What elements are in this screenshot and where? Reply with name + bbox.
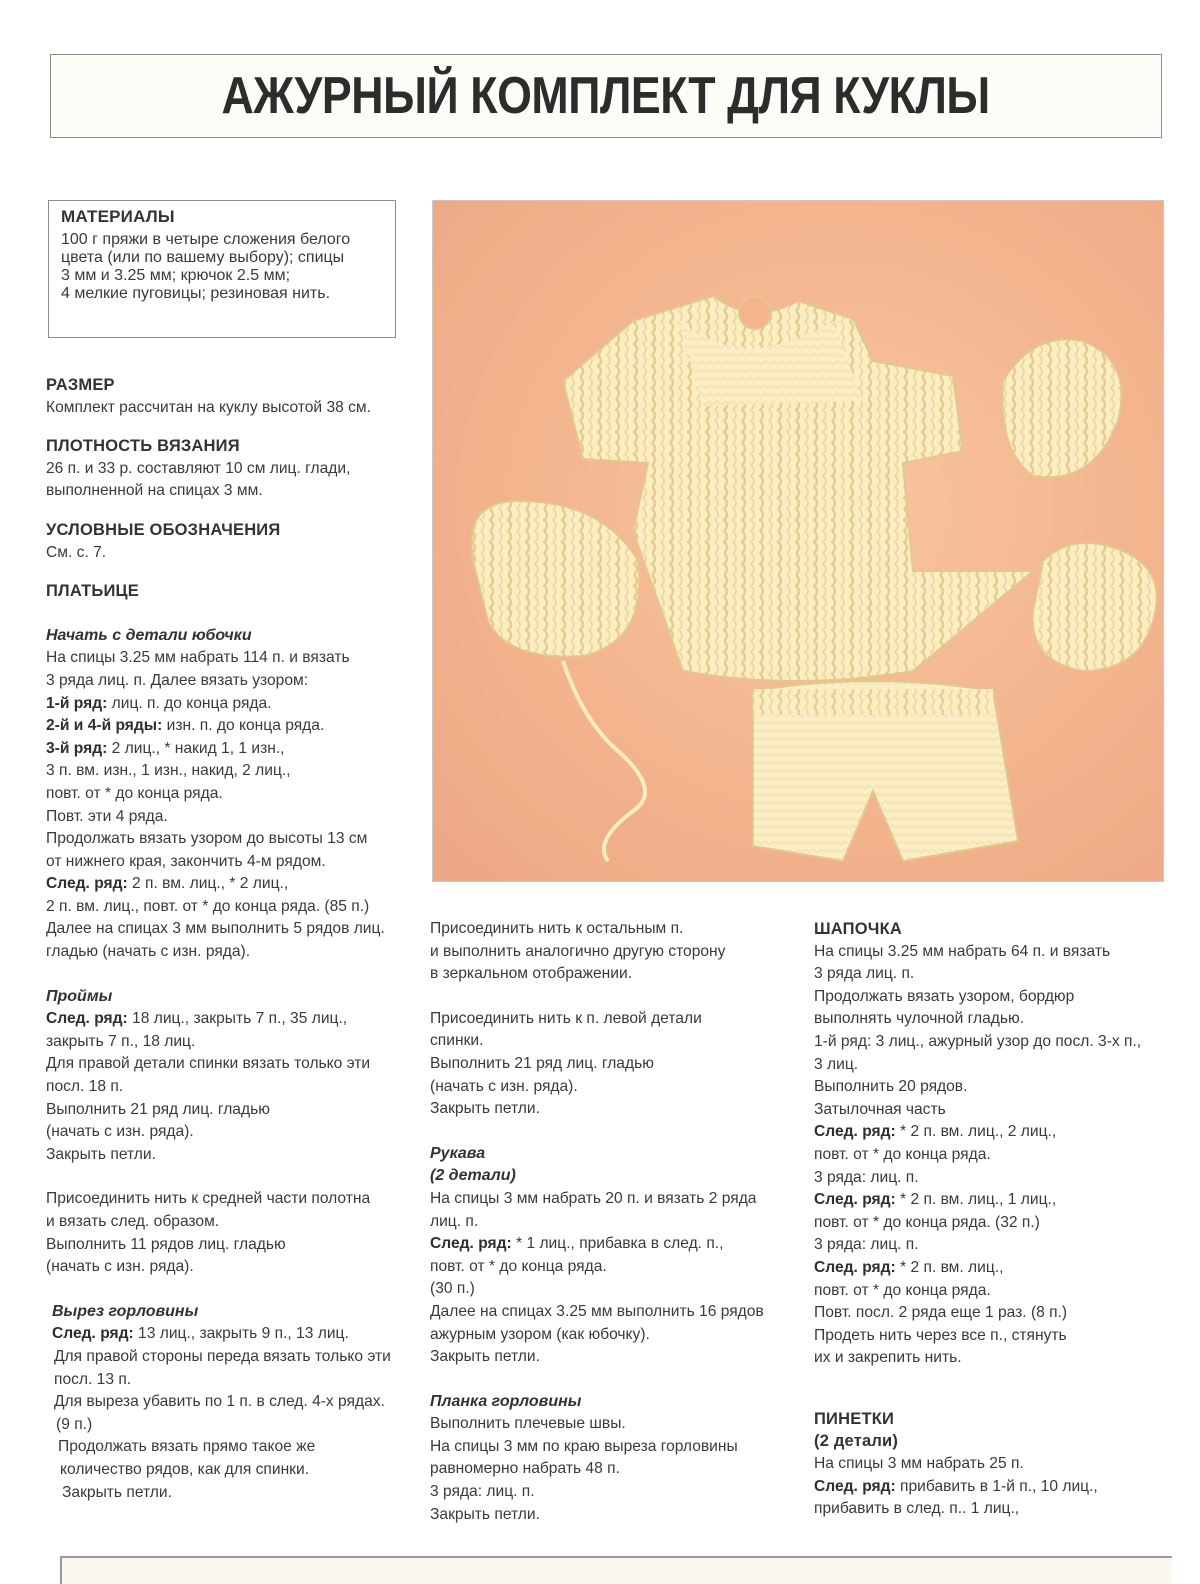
row-label: След. ряд: (814, 1477, 896, 1495)
pattern-row (814, 1121, 1184, 1144)
size-heading: РАЗМЕР (46, 376, 115, 394)
photo-illustration (433, 201, 1163, 881)
armholes-heading: Проймы (46, 987, 113, 1005)
text-line: равномерно набрать 48 п. (430, 1460, 620, 1478)
text-line: Выполнить 11 рядов лиц. гладью (46, 1235, 286, 1253)
column-1 (46, 374, 426, 1504)
text-line: гладью (начать с изн. ряда). (46, 943, 251, 961)
title-box (50, 54, 1162, 138)
text-line: и вязать след. образом. (46, 1213, 220, 1230)
text-line: Закрыть петли. (430, 1505, 540, 1523)
row-text: 13 лиц., закрыть 9 п., 13 лиц. (133, 1325, 349, 1343)
text-line: Продолжать вязать прямо такое же (58, 1438, 316, 1456)
text-line: количество рядов, как для спинки. (60, 1460, 310, 1478)
text-line: (начать с изн. ряда). (46, 1258, 194, 1276)
row-label: След. ряд: (46, 1010, 128, 1028)
text-line: повт. от * до конца ряда. (814, 1281, 991, 1299)
shorts-waistband (753, 689, 993, 715)
text-line: повт. от * до конца ряда. (46, 784, 223, 802)
hat-heading: ШАПОЧКА (814, 920, 902, 938)
text-line: спинки. (430, 1032, 484, 1050)
text-line: (начать с изн. ряда). (46, 1123, 194, 1141)
row-label: След. ряд: (430, 1235, 512, 1253)
text-line: лиц. п. (430, 1212, 479, 1230)
bootie (1002, 339, 1121, 477)
text-line: 3 ряда: лиц. п. (430, 1483, 535, 1501)
text-line: На спицы 3 мм по краю выреза горловины (430, 1437, 738, 1455)
text-line: посл. 18 п. (46, 1078, 124, 1096)
text-line: Для правой детали спинки вязать только эти (46, 1055, 371, 1073)
text-line: Закрыть петли. (430, 1348, 540, 1366)
text-line: от нижнего края, закончить 4-м рядом. (46, 852, 326, 870)
text-line: 3 ряда: лиц. п. (814, 1168, 919, 1186)
row-text: прибавить в 1-й п., 10 лиц., (895, 1477, 1098, 1495)
symbols-text: См. с. 7. (46, 543, 107, 561)
pattern-row (46, 1323, 426, 1346)
text-line: в зеркальном отображении. (430, 965, 633, 983)
text-line: посл. 13 п. (54, 1370, 132, 1388)
text-line: Для правой стороны переда вязать только эти (54, 1347, 391, 1365)
pattern-row (430, 1233, 810, 1256)
text-line: Присоединить нить к средней части полотна (46, 1190, 371, 1208)
text-line: Продолжать вязать узором до высоты 13 см (46, 830, 368, 848)
row-label: 1-й ряд: (46, 694, 108, 712)
materials-line: цвета (или по вашему выбору); спицы (61, 249, 345, 266)
row-label: След. ряд: (814, 1191, 896, 1209)
booties-heading: ПИНЕТКИ (814, 1409, 895, 1428)
row-text: * 2 п. вм. лиц., (895, 1258, 1004, 1276)
skirt-heading: Начать с детали юбочки (46, 626, 252, 644)
text-line: Повт. эти 4 ряда. (46, 807, 168, 825)
text-line: 3 ряда лиц. п. Далее вязать узором: (46, 671, 309, 689)
column-3 (814, 918, 1184, 1521)
text-line: их и закрепить нить. (814, 1349, 962, 1367)
placket-heading: Планка горловины (430, 1392, 582, 1410)
text-line: Далее на спицах 3 мм выполнить 5 рядов лиц. (46, 920, 385, 938)
text-line: На спицы 3 мм набрать 20 п. и вязать 2 ряда (430, 1189, 757, 1207)
materials-heading: МАТЕРИАЛЫ (61, 207, 175, 226)
row-text: 2 лиц., * накид 1, 1 изн., (107, 739, 285, 757)
text-line: 3 ряда: лиц. п. (814, 1236, 919, 1254)
sleeves-heading: Рукава (430, 1144, 486, 1162)
text-line: повт. от * до конца ряда. (32 п.) (814, 1213, 1040, 1231)
gauge-line: 26 п. и 33 р. составляют 10 см лиц. глади, (46, 459, 351, 477)
text-line: На спицы 3.25 мм набрать 114 п. и вязать (46, 649, 350, 667)
text-line: 3 ряда лиц. п. (814, 965, 915, 983)
gauge-line: выполненной на спицах 3 мм. (46, 482, 263, 500)
knitted-set-photo (432, 200, 1164, 882)
text-line: (30 п.) (430, 1280, 475, 1298)
text-line: и выполнить аналогично другую сторону (430, 942, 726, 960)
row-text: 18 лиц., закрыть 7 п., 35 лиц., (127, 1010, 348, 1028)
size-text: Комплект рассчитан на куклу высотой 38 см. (46, 398, 371, 416)
symbols-heading: УСЛОВНЫЕ ОБОЗНАЧЕНИЯ (46, 520, 281, 539)
pattern-row (46, 738, 426, 761)
dress-neckline (739, 297, 771, 329)
text-line: Закрыть петли. (46, 1145, 156, 1163)
text-line: Выполнить 20 рядов. (814, 1078, 968, 1096)
text-line: Далее на спицах 3.25 мм выполнить 16 рядов (430, 1302, 764, 1320)
text-line: Выполнить 21 ряд лиц. гладью (430, 1054, 654, 1072)
text-line: 3 лиц. (814, 1055, 859, 1073)
text-line: ажурным узором (как юбочку). (430, 1325, 650, 1343)
text-line: повт. от * до конца ряда. (814, 1145, 991, 1163)
row-label: След. ряд: (46, 875, 128, 893)
text-line: Продолжать вязать узором, бордюр (814, 987, 1075, 1005)
row-label: 3-й ряд: (46, 739, 108, 757)
row-label: 2-й и 4-й ряды: (46, 717, 163, 735)
text-line: 1-й ряд: 3 лиц., ажурный узор до посл. 3-х п., (814, 1032, 1142, 1050)
text-line: На спицы 3.25 мм набрать 64 п. и вязать (814, 942, 1111, 960)
bonnet (471, 501, 639, 657)
pattern-row (46, 873, 426, 896)
bonnet-tie (563, 661, 645, 861)
text-line: 2 п. вм. лиц., повт. от * до конца ряда. (85 п.) (46, 897, 370, 915)
text-line: Выполнить плечевые швы. (430, 1415, 626, 1433)
pattern-row (46, 715, 426, 738)
text-line: Выполнить 21 ряд лиц. гладью (46, 1100, 270, 1118)
text-line: закрыть 7 п., 18 лиц. (46, 1032, 196, 1050)
pattern-row (814, 1257, 1184, 1280)
row-label: След. ряд: (52, 1325, 134, 1343)
text-line: Присоединить нить к п. левой детали (430, 1009, 702, 1027)
sleeves-subheading: (2 детали) (430, 1167, 516, 1185)
row-text: * 1 лиц., прибавка в след. п., (511, 1235, 724, 1253)
materials-line: 100 г пряжи в четыре сложения белого (61, 231, 351, 248)
text-line: Повт. посл. 2 ряда еще 1 раз. (8 п.) (814, 1304, 1068, 1322)
pattern-row (46, 1008, 426, 1031)
text-line: (9 п.) (56, 1415, 93, 1433)
row-text: изн. п. до конца ряда. (162, 717, 325, 735)
row-text: * 2 п. вм. лиц., 1 лиц., (895, 1191, 1057, 1209)
materials-line: 4 мелкие пуговицы; резиновая нить. (61, 285, 331, 302)
text-line: повт. от * до конца ряда. (430, 1257, 607, 1275)
dress-heading: ПЛАТЬИЦЕ (46, 582, 139, 601)
page-title: АЖУРНЫЙ КОМПЛЕКТ ДЛЯ КУКЛЫ (221, 67, 991, 125)
text-line: 3 п. вм. изн., 1 изн., накид, 2 лиц., (46, 762, 291, 780)
row-text: лиц. п. до конца ряда. (107, 694, 272, 712)
bootie (1033, 543, 1157, 671)
row-label: След. ряд: (814, 1123, 896, 1141)
bottom-frame (60, 1556, 1172, 1584)
text-line: На спицы 3 мм набрать 25 п. (814, 1455, 1024, 1473)
text-line: Присоединить нить к остальным п. (430, 920, 684, 937)
text-line: Закрыть петли. (62, 1483, 172, 1501)
text-line: Для выреза убавить по 1 п. в след. 4-х рядах. (54, 1393, 385, 1411)
text-line: прибавить в след. п.. 1 лиц., (814, 1500, 1020, 1518)
text-line: Затылочная часть (814, 1100, 946, 1118)
text-line: (начать с изн. ряда). (430, 1077, 578, 1095)
text-line: выполнять чулочной гладью. (814, 1010, 1025, 1028)
booties-subheading: (2 детали) (814, 1432, 899, 1451)
text-line: Продеть нить через все п., стянуть (814, 1326, 1067, 1344)
text-line: Закрыть петли. (430, 1100, 540, 1118)
pattern-row (46, 693, 426, 716)
gauge-heading: ПЛОТНОСТЬ ВЯЗАНИЯ (46, 437, 240, 456)
pattern-row (814, 1189, 1184, 1212)
row-text: 2 п. вм. лиц., * 2 лиц., (127, 875, 289, 893)
pattern-row (814, 1476, 1184, 1499)
materials-box (48, 200, 396, 338)
row-label: След. ряд: (814, 1258, 896, 1276)
column-2 (430, 918, 810, 1526)
neck-heading: Вырез горловины (52, 1302, 199, 1320)
row-text: * 2 п. вм. лиц., 2 лиц., (895, 1123, 1057, 1141)
materials-line: 3 мм и 3.25 мм; крючок 2.5 мм; (61, 267, 291, 284)
